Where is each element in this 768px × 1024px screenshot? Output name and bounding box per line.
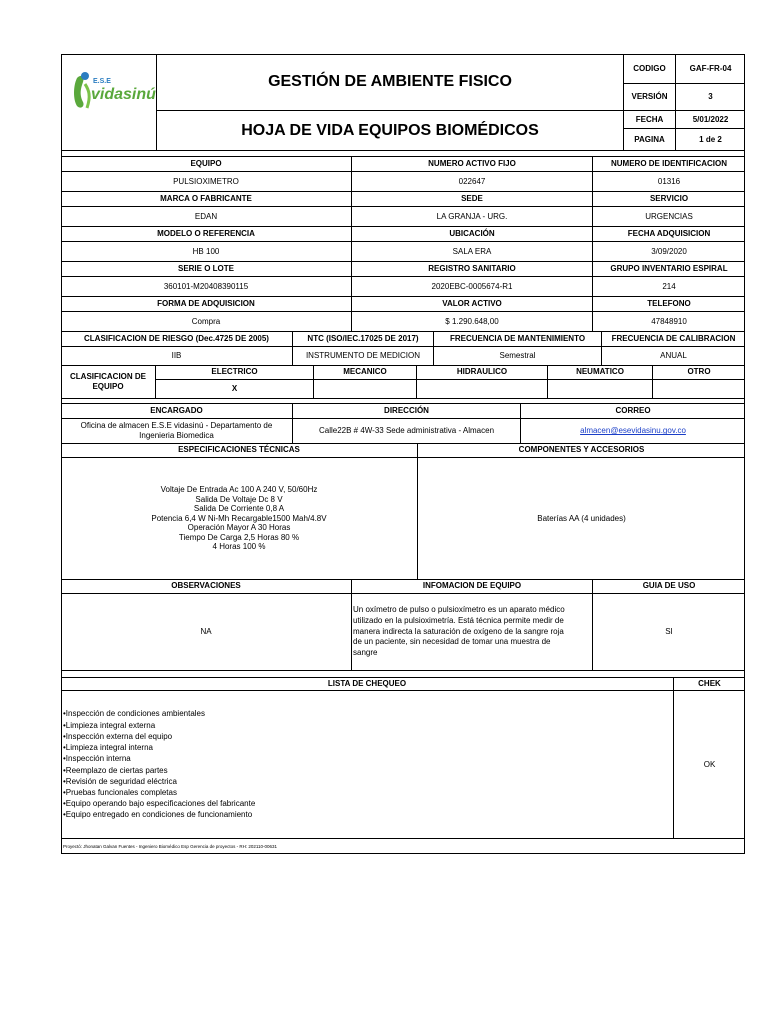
value-modelo: HB 100 xyxy=(192,246,220,256)
value-valor-activo: $ 1.290.648,00 xyxy=(445,316,499,326)
footer-note: Proyectó: Jhonatan Galvan Fuentes - Ingeniero Biomédico Esp Gerencia de proyectos - RH: 202110-00631 xyxy=(63,844,278,849)
label-numero-identificacion: NUMERO DE IDENTIFICACION xyxy=(611,158,727,168)
value-marca: EDAN xyxy=(194,211,218,221)
value-clasificacion-riesgo: IIB xyxy=(171,351,182,361)
checklist-item: •Equipo entregado en condiciones de funcionamiento xyxy=(63,810,253,820)
document-sheet xyxy=(61,54,745,854)
spec-line: Salida De Voltaje Dc 8 V xyxy=(195,494,283,504)
mark-electrico: X xyxy=(231,384,238,394)
checklist-item: •Revisión de seguridad eléctrica xyxy=(63,776,177,786)
value-informacion-equipo: Un oxímetro de pulso o pulsioxímetro es un aparato médico utilizado en la pulsioximetría. Está técnica permite medir de manera indirecta la saturación de oxígeno de la sangre roja de un paciente, sin necesidad de tomar una muestra de sangre xyxy=(353,605,565,658)
value-numero-activo: 022647 xyxy=(458,176,486,186)
value-forma-adquisicion: Compra xyxy=(191,316,221,326)
meta-value-fecha: 5/01/2022 xyxy=(692,114,729,124)
value-guia-uso: SI xyxy=(665,627,673,637)
value-ntc: INSTRUMENTO DE MEDICION xyxy=(305,351,421,361)
spec-line: Operación Mayor A 30 Horas xyxy=(187,523,291,533)
logo-prefix: E.S.E xyxy=(93,78,111,85)
checklist-item: •Limpieza integral interna xyxy=(63,743,153,753)
meta-value-pagina: 1 de 2 xyxy=(699,134,722,144)
logo-name: vidasinú xyxy=(91,86,156,103)
value-componentes: Baterías AA (4 unidades) xyxy=(537,513,626,523)
label-frecuencia-calibracion: FRECUENCIA DE CALIBRACION xyxy=(611,333,736,343)
email-link[interactable]: almacen@esevidasinu.gov.co xyxy=(580,426,686,436)
value-grupo-inventario: 214 xyxy=(662,281,676,291)
checklist-item: •Inspección interna xyxy=(63,754,131,764)
label-especificaciones: ESPECIFICACIONES TÉCNICAS xyxy=(178,445,300,455)
label-clasificacion-riesgo: CLASIFICACION DE RIESGO (Dec.4725 DE 2005) xyxy=(84,333,269,343)
label-forma-adquisicion: FORMA DE ADQUISICION xyxy=(157,298,255,308)
mark-neumatico xyxy=(548,380,652,398)
meta-label-codigo: CODIGO xyxy=(633,63,666,73)
value-encargado: Oficina de almacen E.S.E vidasinú - Departamento de Ingenieria Biomedica xyxy=(80,421,273,440)
meta-label-fecha: FECHA xyxy=(635,114,664,124)
label-observaciones: OBSERVACIONES xyxy=(171,581,241,591)
value-servicio: URGENCIAS xyxy=(645,211,693,221)
spec-line: Potencia 6,4 W Ni-Mh Recargable1500 Mah/4.8V xyxy=(151,513,327,523)
label-componentes: COMPONENTES Y ACCESORIOS xyxy=(518,445,645,455)
label-registro-sanitario: REGISTRO SANITARIO xyxy=(428,263,516,273)
label-tipo-mecanico: MECANICO xyxy=(343,367,387,377)
value-direccion: Calle22B # 4W-33 Sede administrativa - Almacen xyxy=(318,426,495,436)
label-grupo-inventario: GRUPO INVENTARIO ESPIRAL xyxy=(610,263,728,273)
value-check: OK xyxy=(703,759,716,769)
meta-label-pagina: PAGINA xyxy=(634,134,665,144)
label-informacion-equipo: INFOMACION DE EQUIPO xyxy=(422,581,522,591)
value-serie: 360101-M20408390115 xyxy=(163,281,249,291)
checklist-items xyxy=(61,691,673,838)
value-registro-sanitario: 2020EBC-0005674-R1 xyxy=(431,281,513,291)
meta-label-version: VERSIÓN xyxy=(631,92,668,102)
value-sede: LA GRANJA - URG. xyxy=(436,211,508,221)
checklist-item: •Inspección de condiciones ambientales xyxy=(63,709,205,719)
label-clasificacion-equipo: CLASIFICACION DE EQUIPO xyxy=(70,371,146,391)
mark-mecanico xyxy=(314,380,416,398)
checklist-item: •Equipo operando bajo especificaciones del fabricante xyxy=(63,799,256,809)
label-tipo-otro: OTRO xyxy=(687,367,711,377)
spec-line: Tiempo De Carga 2,5 Horas 80 % xyxy=(178,532,300,542)
label-tipo-electrico: ELECTRICO xyxy=(211,367,258,377)
checklist-item: •Limpieza integral externa xyxy=(63,720,156,730)
label-guia-uso: GUIA DE USO xyxy=(642,581,696,591)
value-equipo: PULSIOXIMETRO xyxy=(173,176,239,186)
label-sede: SEDE xyxy=(461,193,483,203)
label-fecha-adquisicion: FECHA ADQUISICION xyxy=(627,228,711,238)
label-correo: CORREO xyxy=(615,405,651,415)
label-marca: MARCA O FABRICANTE xyxy=(160,193,252,203)
meta-value-codigo: GAF-FR-04 xyxy=(689,63,732,73)
spec-line: 4 Horas 100 % xyxy=(212,542,266,552)
label-servicio: SERVICIO xyxy=(649,193,689,203)
label-tipo-neumatico: NEUMATICO xyxy=(576,367,624,377)
checklist-item: •Inspección externa del equipo xyxy=(63,731,173,741)
spec-line: Salida De Corriente 0,8 A xyxy=(193,504,285,514)
value-fecha-adquisicion: 3/09/2020 xyxy=(651,246,687,256)
label-modelo: MODELO O REFERENCIA xyxy=(157,228,255,238)
value-telefono: 47848910 xyxy=(651,316,687,326)
label-tipo-hidraulico: HIDRAULICO xyxy=(456,367,508,377)
label-encargado: ENCARGADO xyxy=(150,405,203,415)
spec-line: Voltaje De Entrada Ac 100 A 240 V, 50/60Hz xyxy=(160,484,318,494)
label-lista-chequeo: LISTA DE CHEQUEO xyxy=(327,678,407,688)
meta-value-version: 3 xyxy=(708,92,713,102)
value-numero-identificacion: 01316 xyxy=(657,176,681,186)
value-ubicacion: SALA ERA xyxy=(452,246,492,256)
label-serie: SERIE O LOTE xyxy=(177,263,234,273)
label-frecuencia-mantenimiento: FRECUENCIA DE MANTENIMIENTO xyxy=(449,333,586,343)
value-observaciones: NA xyxy=(200,627,212,637)
label-chek: CHEK xyxy=(698,678,721,688)
label-ubicacion: UBICACIÓN xyxy=(449,228,495,238)
label-ntc: NTC (ISO/IEC.17025 DE 2017) xyxy=(307,333,419,343)
label-telefono: TELEFONO xyxy=(647,298,691,308)
value-frecuencia-mantenimiento: Semestral xyxy=(499,351,536,361)
specs-list xyxy=(61,458,417,579)
label-valor-activo: VALOR ACTIVO xyxy=(442,298,502,308)
checklist-item: •Pruebas funcionales completas xyxy=(63,787,177,797)
title-sub: HOJA DE VIDA EQUIPOS BIOMÉDICOS xyxy=(241,121,539,139)
title-main: GESTIÓN DE AMBIENTE FISICO xyxy=(268,73,512,91)
label-numero-activo: NUMERO ACTIVO FIJO xyxy=(428,158,516,168)
mark-otro xyxy=(653,380,745,398)
value-frecuencia-calibracion: ANUAL xyxy=(660,351,687,361)
label-direccion: DIRECCIÓN xyxy=(384,405,429,415)
label-equipo: EQUIPO xyxy=(190,158,222,168)
logo xyxy=(71,70,156,116)
mark-hidraulico xyxy=(417,380,547,398)
checklist-item: •Reemplazo de ciertas partes xyxy=(63,765,168,775)
